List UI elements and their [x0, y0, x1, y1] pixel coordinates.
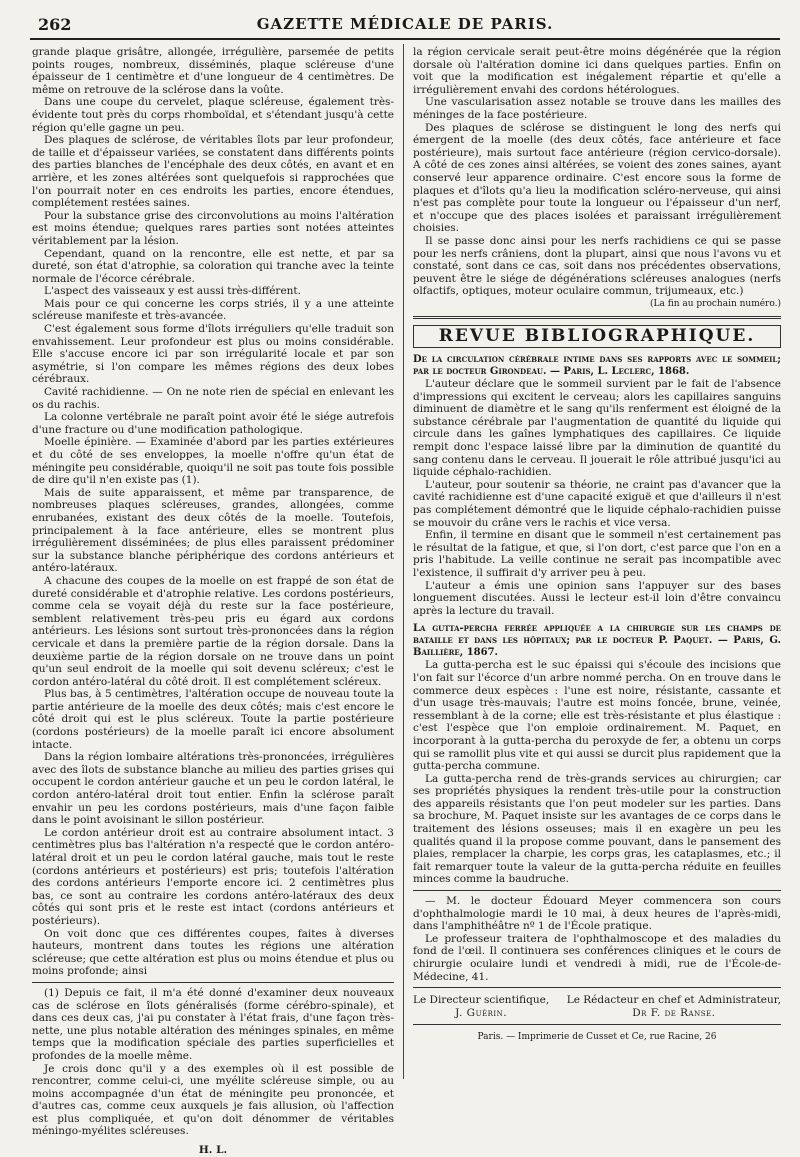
paragraph: A chacune des coupes de la moelle on est frappé de son état de dureté considérable et d'atrophie relative. Les cordons postérieurs, comme cela se voyait déjà du reste sur la face postérieure, semblent relativement très-peu pris eu égard aux cordons antérieurs. Les lésions sont surtout très-prononcées dans la région cervicale et dans la première partie de la région dorsale. Dans la deuxième partie de la région dorsale on ne trouve dans un point qu'un seul endroit de la moelle qui soit devenu scléreux; c'est le cordon antéro-latéral du côté droit. Il est complétement scléreux.	[32, 574, 394, 688]
paragraph: Cavité rachidienne. — On ne note rien de spécial en enlevant les os du rachis.	[32, 386, 394, 411]
book-title: De la circulation cérébrale intime dans ses rapports avec le sommeil; par le docteur Girondeau. — Paris, L. Leclerc, 1868.	[413, 354, 781, 378]
paragraph: L'auteur, pour soutenir sa théorie, ne craint pas d'avancer que la cavité rachidienne est d'une capacité exiguë et que d'ailleurs il n'est pas complétement démontré que le liquide céphalo-rachidien puisse se mouvoir du crâne vers le rachis et vice versa.	[413, 478, 781, 529]
paragraph: Enfin, il termine en disant que le sommeil n'est certainement pas le résultat de la fatigue, et que, si l'on dort, c'est parce que l'on en a pris l'habitude. La veille continue ne serait pas incompatible avec l'existence, il suffirait d'y arriver peu à peu.	[413, 529, 781, 579]
paragraph: Des plaques de sclérose se distinguent le long des nerfs qui émergent de la moelle (des deux côtés, face antérieure et face postérieure), mais surtout face antérieure (région cervico-dorsale). A côté de ces zones ainsi altérées, se voient des zones saines, ayant conservé leur apparence ordinaire. C'est encore sous la forme de plaques et d'îlots qu'a lieu la modification scléro-nerveuse, qui ainsi n'est pas complète pour toute la longueur ou l'épaisseur d'un nerf, et n'occupe que des places isolées et paraissant irrégulièrement choisies.	[413, 121, 781, 235]
page-number: 262	[38, 15, 72, 34]
paragraph: Il se passe donc ainsi pour les nerfs rachidiens ce qui se passe pour les nerfs crâniens, dont la plupart, ainsi que nous l'avons vu et constaté, sont dans ce cas, soit dans nos précédentes observations, peuvent être le siége de dégénérations scléreuses analogues (nerfs olfactifs, optiques, moteur oculaire commun, trijumeaux, etc.)	[413, 234, 781, 298]
footnote: Je crois donc qu'il y a des exemples où il est possible de rencontrer, comme celui-ci, une myélite scléreuse simple, ou au moins accompagnée d'un état de méningite peu prononcée, et d'autres cas, comme ceux auxquels je fais allusion, où l'affection est plus compliquée, et qu'on doit dénommer de véritables méningo-myélites scléreuses.	[32, 1062, 394, 1138]
editor-credit: Le Rédacteur en chef et Administrateur, Dr F. de Ranse.	[566, 994, 781, 1020]
author-signature: H. L.	[198, 1144, 228, 1157]
paragraph: La gutta-percha est le suc épaissi qui s'écoule des incisions que l'on fait sur l'écorce d'un arbre nommé percha. On en trouve dans le commerce deux espèces : l'une est noire, résistante, cassante et d'un usage très-mauvais; l'autre est moins foncée, brune, veinée, ressemblant à de la corne; elle est très-résistante et plus élastique : c'est l'espèce que l'on emploie ordinairement. M. Paquet, en incorporant à la gutta-percha du peroxyde de fer, a obtenu un corps qui se ramollit plus vite et qui aussi se durcit plus rapidement que la gutta-percha commune.	[413, 659, 781, 773]
paragraph: Des plaques de sclérose, de véritables îlots par leur profondeur, de taille et d'épaisseur variées, se constatent dans différents points des parties blanches de l'encéphale des deux côtés, en avant et en arrière, et les zones altérées sont quelquefois si rapprochées que l'on pourrait noter en ces endroits les parties, encore étendues, complétement restées saines.	[32, 134, 394, 210]
announcement: — M. le docteur Édouard Meyer commencera son cours d'ophthalmologie mardi le 10 mai, à deux heures de l'après-midi, dans l'amphithéâtre nº 1 de l'École pratique.	[413, 895, 781, 933]
continued-note: (La fin au prochain numéro.)	[649, 298, 781, 309]
printer-imprint: Paris. — Imprimerie de Cusset et Ce, rue Racine, 26	[477, 1032, 717, 1043]
paragraph: Moelle épinière. — Examinée d'abord par les parties extérieures et du côté de ses enveloppes, la moelle n'offre qu'un état de méningite peu considérable, quoiqu'il ne soit pas toute fois possible de dire qu'il n'en existe pas (1).	[32, 436, 394, 487]
paragraph: Le cordon antérieur droit est au contraire absolument intact. 3 centimètres plus bas l'altération n'a respecté que le cordon antéro-latéral droit et un peu le cordon latéral gauche, mais tout le reste (cordons antérieurs et postérieurs) est pris; toutefois l'altération des cordons antérieurs l'emporte encore ici. 2 centimètres plus bas, ce sont au contraire les cordons antéro-latéraux des deux côtés qui sont pris et le reste est intact (cordons antérieurs et postérieurs).	[32, 826, 394, 927]
section-rule	[413, 316, 781, 319]
section-rule	[413, 987, 781, 988]
page-header	[30, 12, 780, 40]
section-title: REVUE BIBLIOGRAPHIQUE.	[413, 325, 781, 348]
paragraph: Plus bas, à 5 centimètres, l'altération occupe de nouveau toute la partie antérieure de la moelle des deux côtés; mais c'est encore le côté droit qui est le plus scléreux. Toute la partie postérieure (cordons postérieurs) de la moelle paraît ici encore absolument intacte.	[32, 688, 394, 751]
paragraph: Dans la région lombaire altérations très-prononcées, irrégulières avec des îlots de substance blanche au milieu des parties grises qui occupent le cordon antérieur gauche et un peu le cordon latéral, le cordon antéro-latéral droit tout entier. Enfin la sclérose paraît envahir un peu les cordons postérieurs, mais d'une façon faible dans le point avoisinant le sillon postérieur.	[32, 751, 394, 827]
director-credit: Le Directeur scientifique, J. Guérin.	[413, 994, 550, 1020]
paragraph: L'auteur a émis une opinion sans l'appuyer sur des bases longuement discutées. Aussi le lecteur est-il loin d'être convaincu après la lecture du travail.	[413, 579, 781, 617]
footnote-rule	[32, 982, 394, 983]
paragraph: Une vascularisation assez notable se trouve dans les mailles des méninges de la face postérieure.	[413, 96, 781, 121]
paragraph: C'est également sous forme d'îlots irréguliers qu'elle traduit son envahissement. Leur profondeur est plus ou moins considérable. Elle s'accuse encore ici par son irrégularité locale et par son asymétrie, si l'on compare les mêmes régions des deux lobes cérébraux.	[32, 323, 394, 386]
editorial-credits	[413, 994, 781, 1020]
paragraph: L'auteur déclare que le sommeil survient par le fait de l'absence d'impressions qui excitent le cerveau; alors les capillaires sanguins diminuent de diamètre et le sang qu'ils renferment est éloigné de la substance cérébrale par l'augmentation de quantité du liquide qui circule dans les gaînes lymphatiques des capillaires. Ce liquide rempit donc l'espace laissé libre par la diminution de quantité du sang contenu dans le cerveau. Il jouerait le rôle attribué jusqu'ici au liquide céphalo-rachidien.	[413, 378, 781, 479]
paragraph: Cependant, quand on la rencontre, elle est nette, et par sa dureté, son état d'atrophie, sa coloration qui tranche avec la teinte normale de l'écorce cérébrale.	[32, 247, 394, 285]
paragraph: la région cervicale serait peut-être moins dégénérée que la région dorsale où l'altération domine ici dans quelques parties. Enfin on voit que la modification est inégalement répartie et qu'elle a irrégulièrement envahi des cordons hétérologues.	[413, 46, 781, 96]
announcement: Le professeur traitera de l'ophthalmoscope et des maladies du fond de l'œil. Il continuera ses conférences cliniques et le cours de chirurgie oculaire lundi et vendredi à midi, rue de l'École-de-Médecine, 41.	[413, 932, 781, 983]
paragraph: La gutta-percha rend de très-grands services au chirurgien; car ses propriétés physiques la rendent très-utile pour la construction des appareils résistants que l'on peut modeler sur les parties. Dans sa brochure, M. Paquet insiste sur les avantages de ce corps dans le traitement des lésions osseuses; mais il en exagère un peu les qualités quand il la propose comme pouvant, dans le pansement des plaies, remplacer la charpie, les corps gras, les cataplasmes, etc.; il fait remarquer toute la valeur de la gutta-percha réduite en feuilles minces comme la baudruche.	[413, 772, 781, 886]
paragraph: Mais pour ce qui concerne les corps striés, il y a une atteinte scléreuse manifeste et très-avancée.	[32, 297, 394, 323]
book-title: La gutta-percha ferrée appliquée a la chirurgie sur les champs de bataille et dans les hôpitaux; par le docteur P. Paquet. — Paris, G. Baillière, 1867.	[413, 623, 781, 659]
left-column	[32, 46, 394, 1157]
paragraph: L'aspect des vaisseaux y est aussi très-différent.	[44, 285, 301, 298]
section-rule	[413, 1024, 781, 1025]
journal-title: GAZETTE MÉDICALE DE PARIS.	[256, 15, 554, 33]
paragraph: Dans une coupe du cervelet, plaque scléreuse, également très-évidente tout près du corps rhomboïdal, et s'étendant jusqu'à cette région qu'elle gagne un peu.	[32, 96, 394, 134]
paragraph: La colonne vertébrale ne paraît point avoir été le siége autrefois d'une fracture ou d'une modification pathologique.	[32, 411, 394, 436]
column-divider	[403, 44, 404, 1079]
section-rule	[413, 890, 781, 891]
right-column	[413, 46, 781, 1079]
paragraph: grande plaque grisâtre, allongée, irrégulière, parsemée de petits points rouges, nombreux, disséminés, plaque scléreuse d'une épaisseur de 1 centimètre et d'une longueur de 4 centimètres. De même on retrouve de la sclérose dans la voûte.	[32, 46, 394, 96]
paragraph: On voit donc que ces différentes coupes, faites à diverses hauteurs, montrent dans toutes les régions une altération scléreuse; que cette altération est plus ou moins étendue et plus ou moins profonde; ainsi	[32, 927, 394, 978]
paragraph: Mais de suite apparaissent, et même par transparence, de nombreuses plaques scléreuses, grandes, allongées, comme enrubanées, existant des deux côtés de la moelle. Toutefois, principalement à la face antérieure, elles se montrent plus irrégulièrement disséminées; de plus elles paraissent prédominer sur la substance blanche périphérique des cordons antérieurs et antéro-latéraux.	[32, 486, 394, 575]
paragraph: Pour la substance grise des circonvolutions au moins l'altération est moins étendue; quelques rares parties sont notées atteintes véritablement par la lésion.	[32, 209, 394, 247]
footnote: (1) Depuis ce fait, il m'a été donné d'examiner deux nouveaux cas de sclérose en îlots généralisés (forme cérébro-spinale), et dans ces deux cas, j'ai pu constater à l'état frais, d'une façon très-nette, une plus notable altération des méninges spinales, en même temps que la modification spéciale des parties superficielles et profondes de la moelle même.	[32, 986, 394, 1062]
